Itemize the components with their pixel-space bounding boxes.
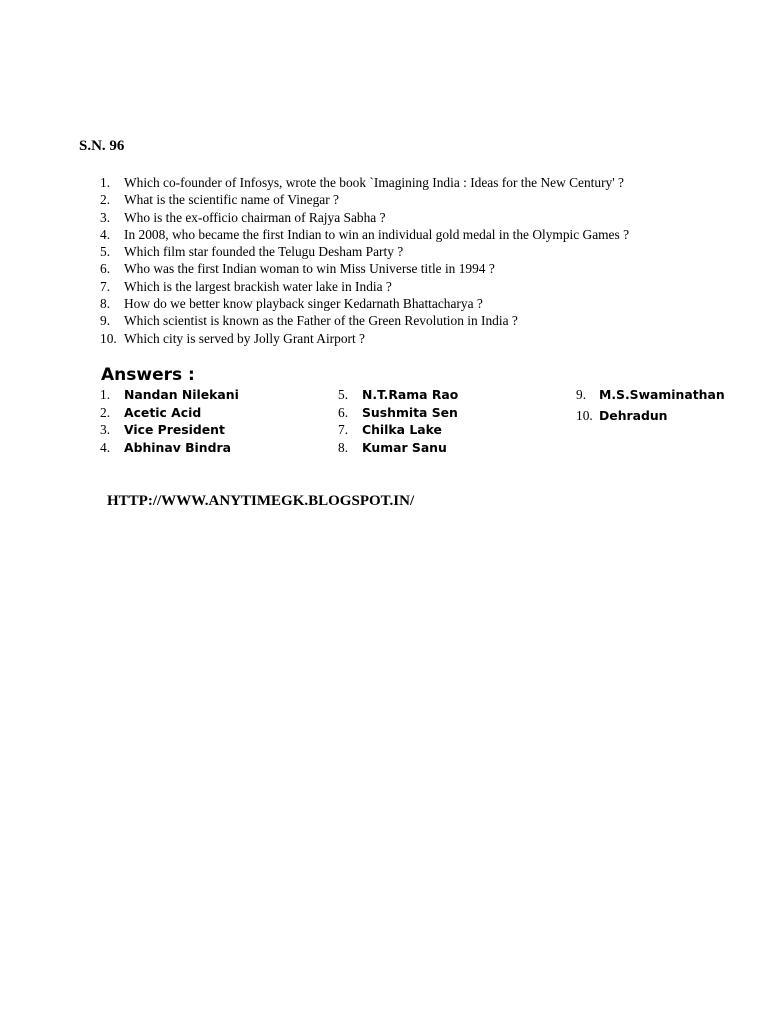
question-item (100, 226, 629, 243)
answer-text: M.S.Swaminathan (599, 387, 725, 402)
answer-item (338, 386, 458, 404)
website-url: HTTP://WWW.ANYTIMEGK.BLOGSPOT.IN/ (107, 493, 415, 509)
question-text: How do we better know playback singer Kedarnath Bhattacharya ? (124, 296, 483, 312)
question-text: In 2008, who became the first Indian to win an individual gold medal in the Olympic Games ? (124, 226, 630, 242)
question-number: 8. (100, 296, 111, 312)
answer-item (100, 439, 239, 457)
answer-text: Vice President (124, 422, 225, 437)
answer-text: Kumar Sanu (362, 439, 447, 455)
section-number-title: S.N. 96 (79, 138, 125, 154)
question-number: 9. (100, 313, 111, 329)
question-item (100, 243, 629, 260)
answer-text: N.T.Rama Rao (362, 387, 459, 402)
question-text: Which co-founder of Infosys, wrote the book `Imagining India : Ideas for the New Century' ? (124, 175, 624, 190)
answer-number: 9. (576, 387, 587, 402)
question-text: Which film star founded the Telugu Desham Party ? (124, 244, 404, 260)
answer-text: Chilka Lake (362, 422, 442, 437)
answer-number: 4. (100, 439, 111, 455)
answer-number: 6. (338, 404, 349, 420)
answer-item (338, 421, 458, 439)
question-item (100, 278, 629, 295)
answer-number: 2. (100, 404, 111, 420)
answer-item (576, 386, 725, 404)
answer-text: Abhinav Bindra (124, 439, 231, 455)
answer-number: 10. (576, 407, 593, 423)
answer-number: 1. (100, 387, 111, 402)
question-number: 1. (100, 175, 111, 190)
answer-item (338, 404, 458, 422)
answers-column-2 (338, 386, 458, 456)
answer-text: Nandan Nilekani (124, 387, 239, 402)
answer-number: 7. (338, 422, 349, 437)
question-text: Which is the largest brackish water lake in India ? (124, 278, 392, 294)
question-list (100, 174, 629, 347)
question-item (100, 209, 629, 226)
question-text: Which scientist is known as the Father of the Green Revolution in India ? (124, 313, 518, 329)
answer-text: Dehradun (599, 407, 668, 423)
answer-item (576, 407, 725, 425)
question-number: 5. (100, 244, 111, 260)
answer-text: Acetic Acid (124, 404, 202, 420)
question-item (100, 330, 629, 347)
question-number: 6. (100, 261, 111, 277)
question-number: 4. (100, 226, 111, 242)
question-text: What is the scientific name of Vinegar ? (124, 192, 339, 208)
answers-column-1 (100, 386, 239, 456)
answer-text: Sushmita Sen (362, 404, 458, 420)
answers-column-3 (576, 386, 725, 424)
answers-heading: Answers : (101, 365, 195, 385)
answer-item (338, 439, 458, 457)
question-number: 3. (100, 209, 111, 225)
question-text: Which city is served by Jolly Grant Airport ? (124, 330, 365, 346)
question-text: Who was the first Indian woman to win Miss Universe title in 1994 ? (124, 261, 495, 277)
answer-item (100, 386, 239, 404)
question-number: 10. (100, 330, 117, 346)
question-item (100, 312, 629, 329)
question-number: 2. (100, 192, 111, 208)
question-number: 7. (100, 278, 111, 294)
question-item (100, 174, 629, 191)
answer-number: 5. (338, 387, 349, 402)
answer-number: 3. (100, 422, 111, 437)
answer-number: 8. (338, 439, 349, 455)
answer-item (100, 404, 239, 422)
question-item (100, 260, 629, 277)
question-item (100, 295, 629, 312)
question-item (100, 191, 629, 208)
question-text: Who is the ex-officio chairman of Rajya Sabha ? (124, 209, 386, 225)
answer-item (100, 421, 239, 439)
